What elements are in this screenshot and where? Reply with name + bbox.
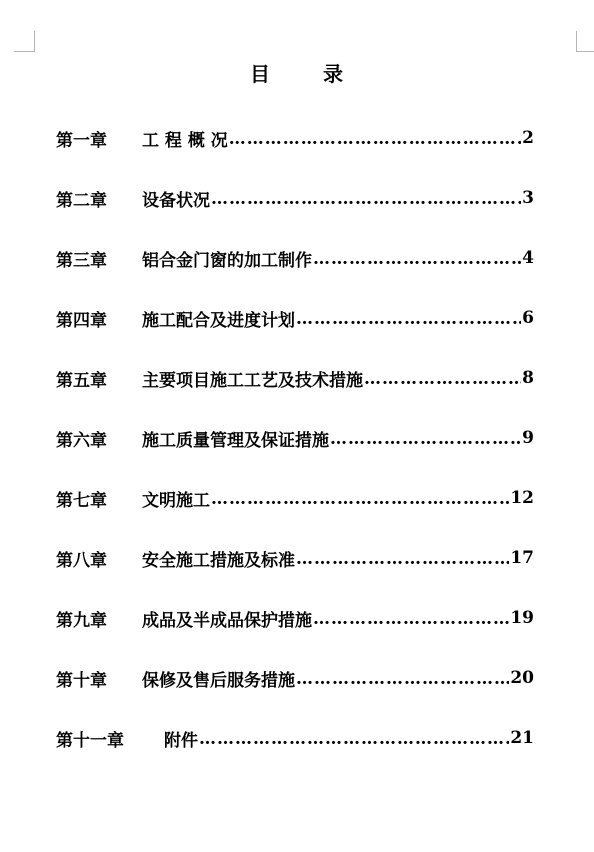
toc-page-number: 19 bbox=[510, 608, 534, 628]
toc-page-number: 12 bbox=[510, 488, 534, 508]
toc-chapter-number: 第四章 bbox=[56, 310, 107, 331]
toc-page-number: 6 bbox=[522, 308, 534, 328]
toc-chapter-number: 第九章 bbox=[56, 610, 107, 631]
toc-leader-dots bbox=[313, 609, 509, 629]
toc-chapter-number: 第一章 bbox=[56, 130, 107, 151]
toc-page-number: 4 bbox=[522, 248, 534, 268]
toc-heading: 施工配合及进度计划 bbox=[142, 310, 295, 331]
toc-entry[interactable] bbox=[56, 468, 534, 528]
toc-entry[interactable] bbox=[56, 348, 534, 408]
toc-entry[interactable] bbox=[56, 408, 534, 468]
crop-mark-top-right bbox=[576, 31, 594, 52]
toc-chapter-number: 第十章 bbox=[56, 670, 107, 691]
toc-entry[interactable] bbox=[56, 168, 534, 228]
toc-page-number: 3 bbox=[522, 188, 534, 208]
toc-entry[interactable] bbox=[56, 228, 534, 288]
toc-list bbox=[56, 108, 534, 768]
toc-entry[interactable] bbox=[56, 528, 534, 588]
toc-chapter-number: 第十一章 bbox=[56, 730, 124, 751]
toc-leader-dots bbox=[296, 549, 509, 569]
toc-page-number: 20 bbox=[510, 668, 534, 688]
toc-heading: 成品及半成品保护措施 bbox=[142, 610, 312, 631]
toc-page-number: 17 bbox=[510, 548, 534, 568]
toc-leader-dots bbox=[364, 369, 521, 389]
toc-heading: 文明施工 bbox=[142, 490, 210, 511]
toc-title-char-2: 录 bbox=[323, 62, 344, 86]
toc-leader-dots bbox=[211, 489, 509, 509]
toc-heading: 铝合金门窗的加工制作 bbox=[142, 250, 312, 271]
toc-entry[interactable] bbox=[56, 588, 534, 648]
toc-heading: 附件 bbox=[164, 730, 198, 751]
toc-heading: 保修及售后服务措施 bbox=[142, 670, 295, 691]
toc-leader-dots bbox=[199, 729, 509, 749]
toc-page-number: 8 bbox=[522, 368, 534, 388]
toc-chapter-number: 第六章 bbox=[56, 430, 107, 451]
toc-entry[interactable] bbox=[56, 288, 534, 348]
toc-title bbox=[0, 58, 594, 87]
crop-mark-top-left bbox=[14, 31, 35, 52]
toc-leader-dots bbox=[330, 429, 521, 449]
toc-page-number: 2 bbox=[522, 128, 534, 148]
toc-leader-dots bbox=[313, 249, 521, 269]
toc-leader-dots bbox=[296, 309, 521, 329]
toc-entry[interactable] bbox=[56, 648, 534, 708]
toc-heading: 主要项目施工工艺及技术措施 bbox=[142, 370, 363, 391]
toc-chapter-number: 第七章 bbox=[56, 490, 107, 511]
toc-heading: 设备状况 bbox=[142, 190, 210, 211]
toc-heading: 施工质量管理及保证措施 bbox=[142, 430, 329, 451]
toc-leader-dots bbox=[229, 129, 521, 149]
toc-page-number: 9 bbox=[522, 428, 534, 448]
toc-entry[interactable] bbox=[56, 108, 534, 168]
toc-heading: 安全施工措施及标准 bbox=[142, 550, 295, 571]
toc-heading: 工 程 概 况 bbox=[142, 130, 228, 151]
toc-leader-dots bbox=[211, 189, 521, 209]
toc-chapter-number: 第五章 bbox=[56, 370, 107, 391]
toc-entry[interactable] bbox=[56, 708, 534, 768]
toc-page-number: 21 bbox=[510, 728, 534, 748]
toc-chapter-number: 第二章 bbox=[56, 190, 107, 211]
toc-chapter-number: 第八章 bbox=[56, 550, 107, 571]
toc-leader-dots bbox=[296, 669, 509, 689]
toc-chapter-number: 第三章 bbox=[56, 250, 107, 271]
toc-title-char-1: 目 bbox=[250, 62, 271, 86]
